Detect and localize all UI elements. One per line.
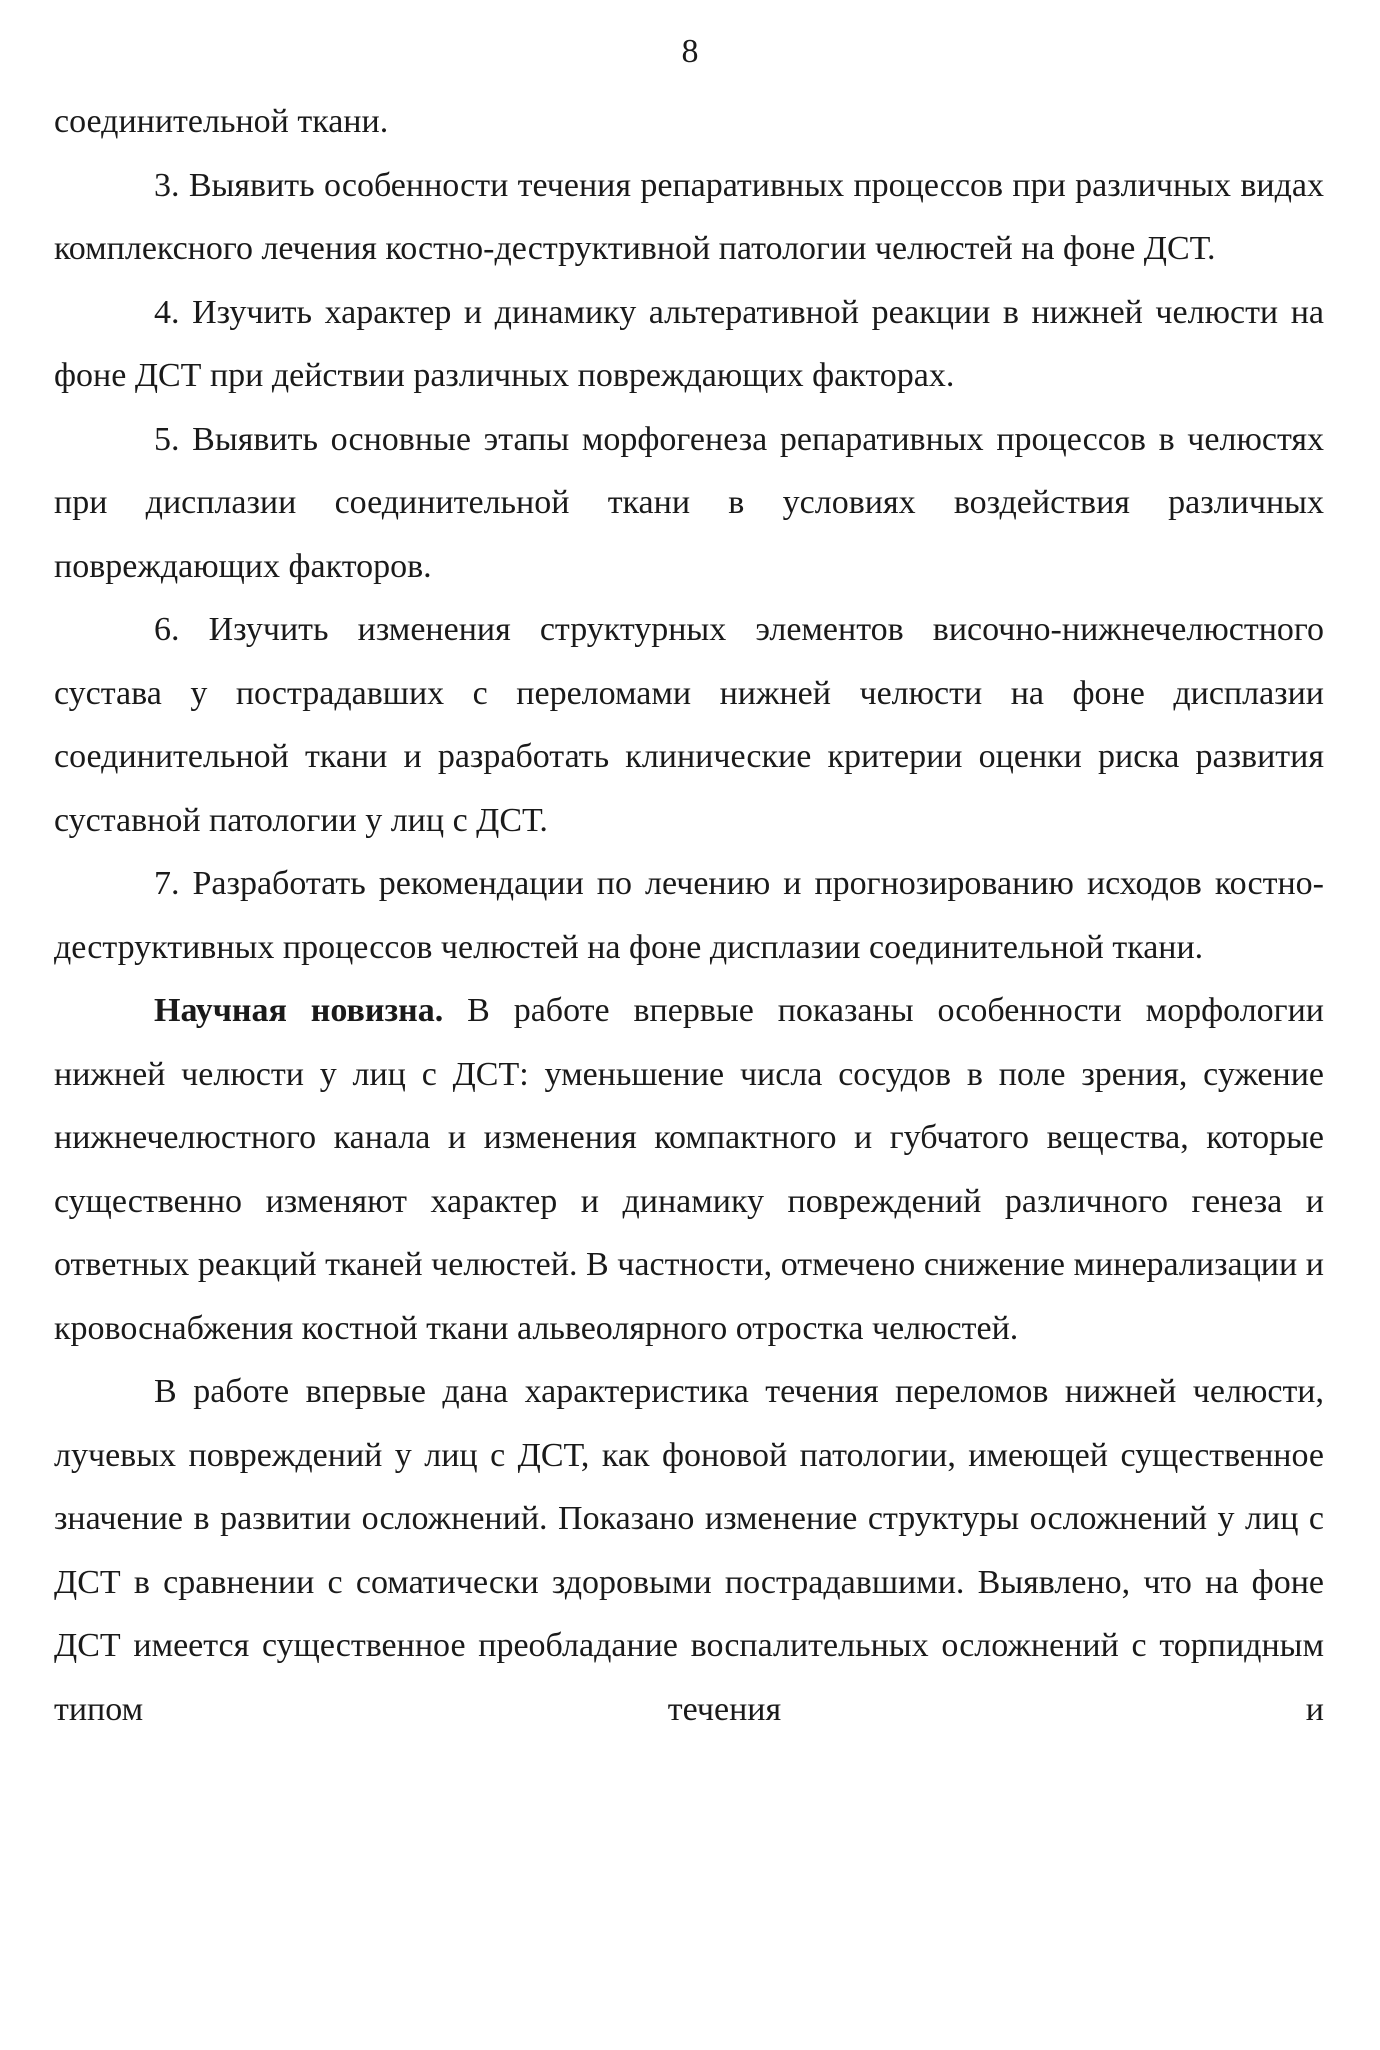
list-item-5: 5. Выявить основные этапы морфогенеза репаративных процессов в челюстях при дисплазии соединительной ткани в условиях воздействия различных повреждающих факторов. [54,420,1324,585]
list-item-7: 7. Разработать рекомендации по лечению и прогнозированию исходов костно-деструктивных процессов челюстей на фоне дисплазии соединительной ткани. [54,865,1324,966]
scientific-novelty-paragraph [54,979,1324,1360]
novelty-paragraph-2: В работе впервые дана характеристика течения переломов нижней челюсти, лучевых повреждений у лиц с ДСТ, как фоновой патологии, имеющей существенное значение в развитии осложнений. Показано изменение структуры осложнений у лиц с ДСТ в сравнении с соматически здоровыми пострадавшими. Выявлено, что на фоне ДСТ имеется существенное преобладание воспалительных осложнений с торпидным типом течения и [54,1373,1324,1728]
list-item-3: 3. Выявить особенности течения репаративных процессов при различных видах комплексного лечения костно-деструктивной патологии челюстей на фоне ДСТ. [54,166,1324,267]
scientific-novelty-heading: Научная новизна. [154,992,444,1029]
paragraph-continuation: соединительной ткани. [54,103,389,140]
page-number: 8 [681,33,699,70]
list-item-4: 4. Изучить характер и динамику альтеративной реакции в нижней челюсти на фоне ДСТ при действии различных повреждающих факторах. [54,293,1324,394]
scientific-novelty-text: В работе впервые показаны особенности морфологии нижней челюсти у лиц с ДСТ: уменьшение числа сосудов в поле зрения, сужение нижнечелюстного канала и изменения компактного и губчатого вещества, которые существенно изменяют характер и динамику повреждений различного генеза и ответных реакций тканей челюстей. В частности, отмечено снижение минерализации и кровоснабжения костной ткани альвеолярного отростка челюстей. [54,992,1324,1347]
page-body [54,90,1324,1741]
list-item-6: 6. Изучить изменения структурных элементов височно-нижнечелюстного сустава у пострадавших с переломами нижней челюсти на фоне дисплазии соединительной ткани и разработать клинические критерии оценки риска развития суставной патологии у лиц с ДСТ. [54,611,1324,839]
